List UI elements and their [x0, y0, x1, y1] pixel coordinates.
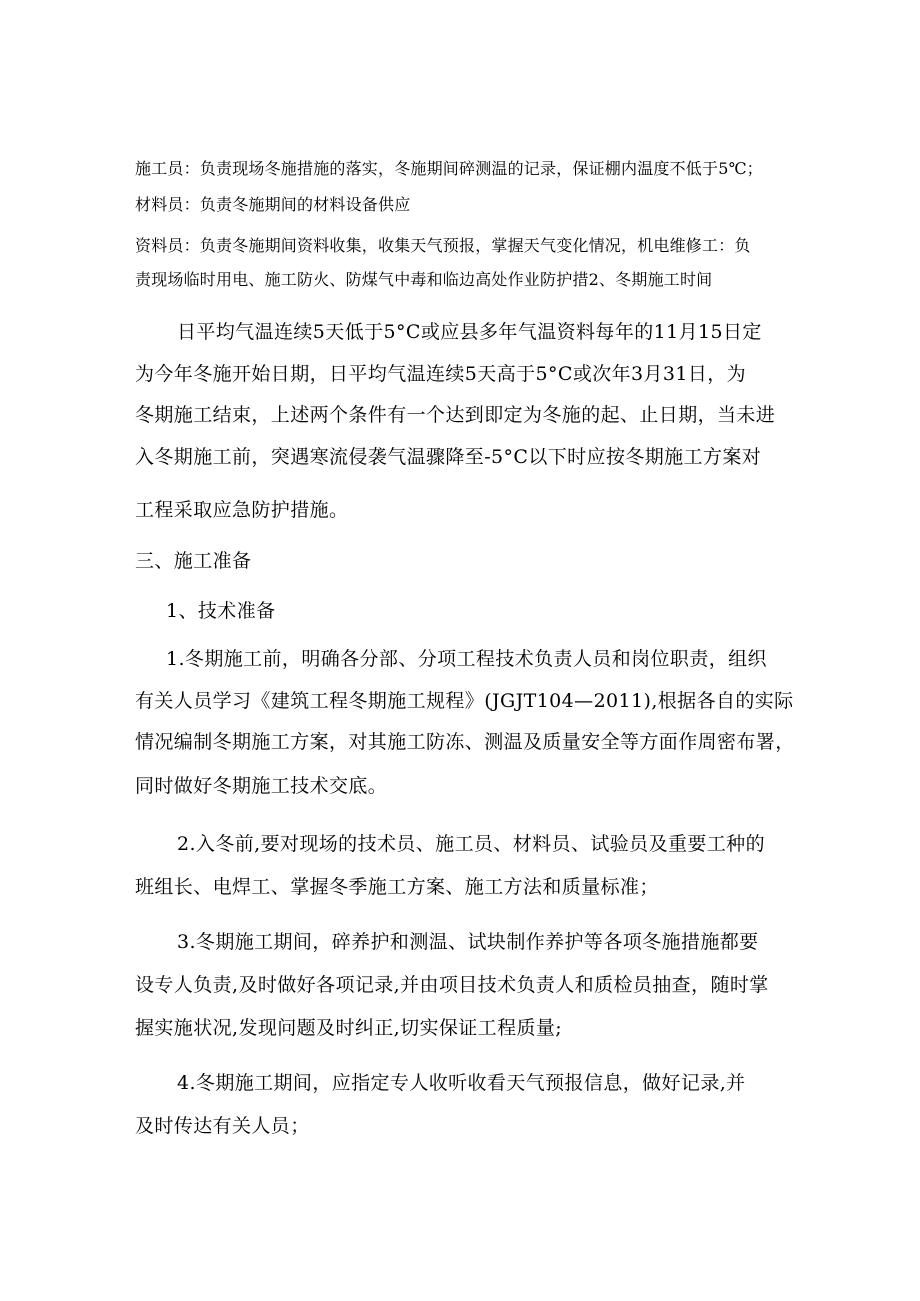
- role-data-clerk-line1: 资料员：负责冬施期间资料收集，收集天气预报，掌握天气变化情况，机电维修工：负: [135, 236, 751, 255]
- item3-line2: 设专人负责,及时做好各项记录,并由项目技术负责人和质检员抽查，随时掌: [135, 974, 769, 996]
- item3-line1: 3.冬期施工期间，碎养护和测温、试块制作养护等各项冬施措施都要: [177, 931, 759, 953]
- item2-line2: 班组长、电焊工、掌握冬季施工方案、施工方法和质量标准；: [135, 876, 659, 898]
- role-data-clerk-line2: 责现场临时用电、施工防火、防煤气中毒和临边高处作业防护措2、冬期施工时间: [135, 270, 713, 289]
- item1-line1: 1.冬期施工前，明确各分部、分项工程技术负责人员和岗位职责，组织: [166, 648, 767, 670]
- item1-line2: 有关人员学习《建筑工程冬期施工规程》(JGJT104—2011),根据各自的实际: [135, 690, 794, 712]
- winter-period-line2: 为今年冬施开始日期，日平均气温连续5天高于5°C或次年3月31日，为: [135, 363, 747, 385]
- role-construction-worker: 施工员：负责现场冬施措施的落实，冬施期间碎测温的记录，保证棚内温度不低于5℃；: [135, 159, 763, 178]
- item3-line3: 握实施状况,发现问题及时纠正,切实保证工程质量;: [135, 1017, 563, 1039]
- role-material-clerk: 材料员：负责冬施期间的材料设备供应: [135, 195, 411, 214]
- item1-line3: 情况编制冬期施工方案，对其施工防冻、测温及质量安全等方面作周密布署，: [135, 731, 795, 753]
- item1-line4: 同时做好冬期施工技术交底。: [135, 775, 388, 797]
- winter-period-line4: 入冬期施工前，突遇寒流侵袭气温骤降至-5°C以下时应按冬期施工方案对: [135, 446, 762, 468]
- subsection1-heading: 1、技术准备: [166, 600, 276, 622]
- item4-line2: 及时传达有关人员；: [135, 1115, 310, 1137]
- winter-period-line3: 冬期施工结束，上述两个条件有一个达到即定为冬施的起、止日期，当未进: [135, 404, 776, 426]
- winter-period-line5: 工程采取应急防护措施。: [135, 499, 349, 521]
- section3-heading: 三、施工准备: [135, 550, 252, 572]
- item2-line1: 2.入冬前,要对现场的技术员、施工员、材料员、试验员及重要工种的: [177, 833, 765, 855]
- winter-period-line1: 日平均气温连续5天低于5°C或应县多年气温资料每年的11月15日定: [177, 321, 762, 343]
- item4-line1: 4.冬期施工期间，应指定专人收听收看天气预报信息，做好记录,并: [177, 1072, 746, 1094]
